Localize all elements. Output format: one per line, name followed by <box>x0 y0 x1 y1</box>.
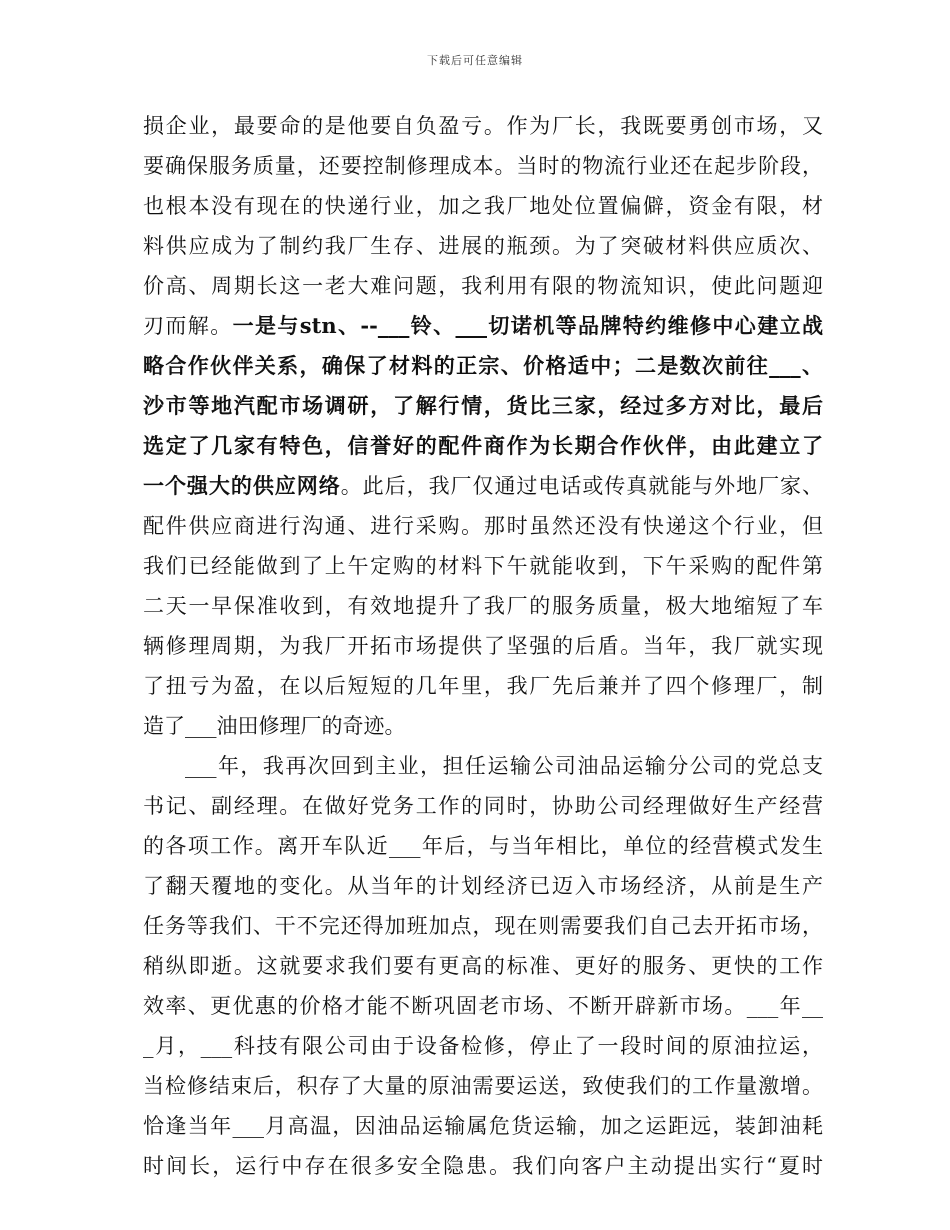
text-line <box>143 1146 823 1186</box>
document-body <box>143 106 823 1186</box>
text-segment: 恰逢当年___月高温，因油品运输属危货运输，加之运距远，装卸油耗 <box>143 1114 823 1138</box>
text-segment: _月，___科技有限公司由于设备检修，停止了一段时间的原油拉运， <box>143 1034 823 1058</box>
text-line <box>143 466 823 506</box>
text-line <box>143 1066 823 1106</box>
text-line <box>143 906 823 946</box>
text-line <box>143 346 823 386</box>
text-segment: 了扭亏为盈，在以后短短的几年里，我厂先后兼并了四个修理厂，制 <box>143 674 823 698</box>
text-line <box>143 426 823 466</box>
text-line <box>143 186 823 226</box>
text-line <box>143 666 823 706</box>
text-line <box>143 786 823 826</box>
text-segment: 的各项工作。离开车队近___年后，与当年相比，单位的经营模式发生 <box>143 834 823 858</box>
text-line <box>143 626 823 666</box>
text-line <box>143 306 823 346</box>
text-segment: 时间长，运行中存在很多安全隐患。我们向客户主动提出实行“夏时 <box>143 1154 823 1178</box>
text-line <box>143 106 823 146</box>
text-line <box>143 986 823 1026</box>
text-segment: 任务等我们、干不完还得加班加点，现在则需要我们自己去开拓市场， <box>143 914 823 938</box>
text-segment: 我们已经能做到了上午定购的材料下午就能收到，下午采购的配件第 <box>143 554 823 578</box>
text-line <box>143 586 823 626</box>
text-line <box>143 826 823 866</box>
text-line <box>143 866 823 906</box>
text-segment: 辆修理周期，为我厂开拓市场提供了坚强的后盾。当年，我厂就实现 <box>143 634 823 658</box>
text-segment: 要确保服务质量，还要控制修理成本。当时的物流行业还在起步阶段， <box>143 154 823 178</box>
text-segment: 损企业，最要命的是他要自负盈亏。作为厂长，我既要勇创市场，又 <box>143 114 823 138</box>
bold-text-segment: 略合作伙伴关系，确保了材料的正宗、价格适中；二是数次前往___、 <box>143 353 823 378</box>
text-line <box>143 546 823 586</box>
text-line <box>143 946 823 986</box>
text-line <box>143 266 823 306</box>
paragraph-1 <box>143 106 823 746</box>
text-segment: 。此后，我厂仅通过电话或传真就能与外地厂家、 <box>340 474 824 498</box>
bold-text-segment: 一是与stn、--___铃、___切诺机等品牌特约维修中心建立战 <box>232 313 824 338</box>
page-header: 下载后可任意编辑 <box>427 54 523 67</box>
paragraph-2 <box>143 746 823 1186</box>
text-segment: 刃而解。 <box>143 314 233 338</box>
text-segment: 了翻天覆地的变化。从当年的计划经济已迈入市场经济，从前是生产 <box>143 874 823 898</box>
text-segment: 料供应成为了制约我厂生存、进展的瓶颈。为了突破材料供应质次、 <box>143 234 823 258</box>
text-line <box>143 146 823 186</box>
bold-text-segment: 选定了几家有特色，信誉好的配件商作为长期合作伙伴，由此建立了 <box>143 433 823 458</box>
text-line <box>143 706 823 746</box>
text-segment: 配件供应商进行沟通、进行采购。那时虽然还没有快递这个行业，但 <box>143 514 823 538</box>
text-segment: 造了___油田修理厂的奇迹。 <box>143 714 406 738</box>
bold-text-segment: 一个强大的供应网络 <box>143 473 341 498</box>
text-line <box>143 506 823 546</box>
text-segment: 当检修结束后，积存了大量的原油需要运送，致使我们的工作量激增。 <box>143 1074 823 1098</box>
text-line <box>143 1026 823 1066</box>
text-line <box>143 226 823 266</box>
text-segment: 书记、副经理。在做好党务工作的同时，协助公司经理做好生产经营 <box>143 794 823 818</box>
text-line <box>143 1106 823 1146</box>
text-line <box>143 386 823 426</box>
text-segment: 二天一早保准收到，有效地提升了我厂的服务质量，极大地缩短了车 <box>143 594 823 618</box>
text-segment: ___年，我再次回到主业，担任运输公司油品运输分公司的党总支 <box>185 754 823 778</box>
text-segment: 价高、周期长这一老大难问题，我利用有限的物流知识，使此问题迎 <box>143 274 823 298</box>
bold-text-segment: 沙市等地汽配市场调研，了解行情，货比三家，经过多方对比，最后 <box>143 393 823 418</box>
text-segment: 稍纵即逝。这就要求我们要有更高的标准、更好的服务、更快的工作 <box>143 954 823 978</box>
text-line <box>143 746 823 786</box>
text-segment: 效率、更优惠的价格才能不断巩固老市场、不断开辟新市场。___年__ <box>143 994 823 1018</box>
text-segment: 也根本没有现在的快递行业，加之我厂地处位置偏僻，资金有限，材 <box>143 194 823 218</box>
